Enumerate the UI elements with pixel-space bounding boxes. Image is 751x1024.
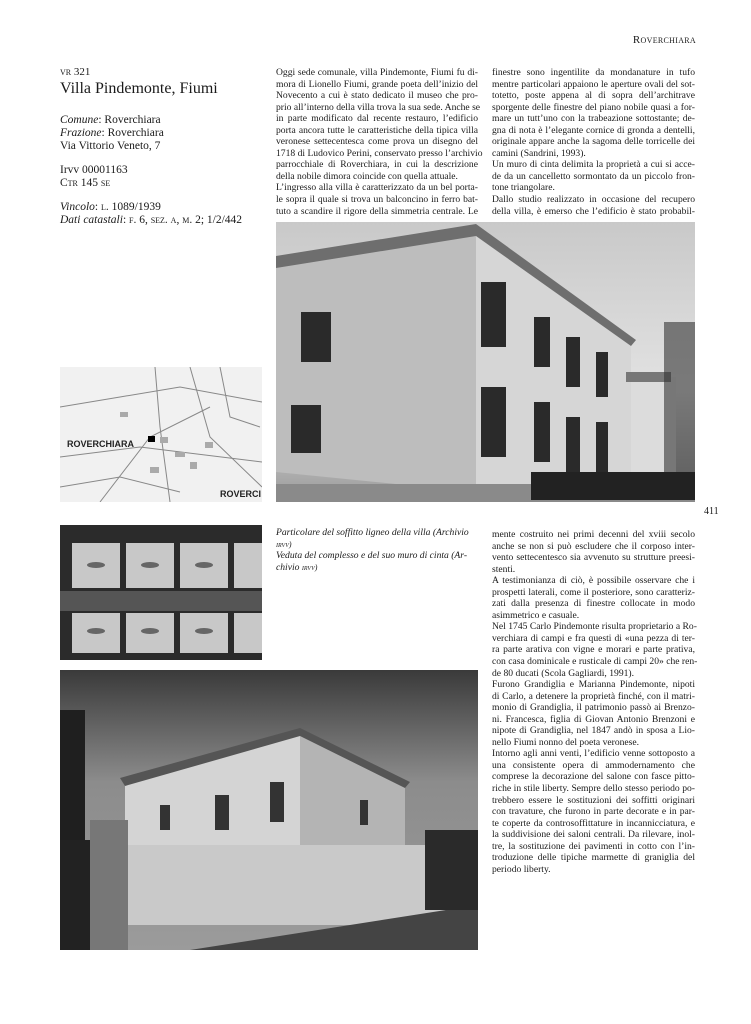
text-column-right-bottom (492, 529, 698, 875)
villa-complex-drawing (60, 670, 478, 950)
comune-label: Comune (60, 114, 99, 126)
irvv-code: Irvv 00001163 (60, 164, 128, 176)
text-line: 1718 di Ludovico Perini, conservato presso l’archivio (276, 147, 483, 159)
text-line: originale appare anche la sagoma delle torricelle dei (492, 136, 695, 148)
text-line: con travature, che furono in parte decorate e in par- (492, 806, 695, 818)
text-line: A testimonianza di ciò, è possibile osservare che i (492, 575, 695, 587)
caption-complex (276, 550, 482, 573)
text-line: asimmetrico e casuale. (492, 609, 580, 621)
text-line: Intorno agli anni venti, l’edificio venne sottoposto a (492, 748, 695, 760)
map-drawing (60, 367, 262, 502)
text-line: ra parte arativa con vigne e morari e parte prativa, (492, 644, 695, 656)
catasto-value: : f. 6, sez. a, m. 2; 1/2/442 (122, 214, 243, 226)
text-line: veronese settecentesca come prova un disegno del (276, 136, 478, 148)
caption-source: irvv) (301, 562, 318, 572)
text-line: parrocchiale di Roverchiara, in cui la descrizione (276, 159, 478, 171)
page-number: 411 (704, 506, 719, 517)
text-line: vento settecentesco sia avvenuto su strutture preesi- (492, 552, 695, 564)
address: Via Vittorio Veneto, 7 (60, 140, 161, 152)
frazione-value: : Roverchiara (101, 127, 164, 139)
map-label-town: ROVERCHIARA (67, 439, 135, 449)
text-line: mente costruito nei primi decenni del xviii secolo (492, 529, 695, 540)
text-line: Furono Grandiglia e Marianna Pindemonte, nipoti (492, 679, 695, 691)
text-line: porta ancora tutte le caratteristiche della tipica villa (276, 124, 478, 136)
text-line: gna di nota è l’elegante cornice di gronda a dentelli, (492, 124, 695, 136)
text-line: de 80 ducati (Scola Gagliardi, 1991). (492, 667, 634, 679)
text-line: ni. Francesca, figlia di Giovan Antonio Brenzoni e (492, 713, 695, 725)
frazione-label: Frazione (60, 127, 102, 139)
caption-text: Veduta del complesso e del suo muro di cinta (Ar- (276, 550, 468, 561)
text-column-middle (276, 67, 483, 217)
text-line: nello Fiumi nonno del poeta veronese. (492, 736, 640, 748)
text-line: Novecento a cui è stato dedicato il museo che pro- (276, 90, 478, 102)
text-line: mentre particolari appaiono le aperture ovali del sot- (492, 78, 695, 90)
text-line: trebbero essere le sostituzioni dei soffitti originari (492, 794, 695, 806)
text-line: Un muro di cinta delimita la proprietà a cui si acce- (492, 159, 695, 171)
ceiling-drawing (60, 525, 262, 660)
text-line: mare un tutt’uno con la trabeazione sottostante; de- (492, 113, 695, 125)
villa-facade-drawing (276, 222, 695, 502)
legal-block (60, 201, 242, 227)
text-line: zati dalla presenza di finestre collocate in modo (492, 598, 695, 610)
ctr-code: Ctr 145 se (60, 177, 111, 189)
text-line: riche in stile liberty. Sempre dello stesso periodo po- (492, 783, 695, 795)
text-line: prio all’interno della villa trova la sua sede. Anche se (276, 101, 481, 113)
text-line: te coperte da controsoffittature in incannicciatura, e (492, 817, 695, 829)
text-line: della nobile dimora coincide con quella attuale. (276, 170, 458, 182)
text-line: monio di Grandiglia, il patrimonio passò ai Brenzo- (492, 702, 695, 714)
text-line: con casa dominicale e rusticale di campi 20» che ren- (492, 656, 698, 668)
id-block (60, 164, 128, 190)
text-line: tuto a scandire il rigore della simmetria centrale. Le (276, 205, 478, 217)
text-line: di Carlo, a detenere la proprietà finché, con il matri- (492, 690, 695, 702)
comune-line (60, 114, 164, 127)
map-label-town-2: ROVERCI (220, 489, 262, 499)
text-line: prospetti laterali, come il posteriore, sono caratteriz- (492, 586, 695, 598)
text-line: camini (Sandrini, 1993). (492, 147, 586, 159)
text-column-right-top (492, 67, 695, 217)
caption-ceiling (276, 527, 482, 550)
caption-text: Particolare del soffitto ligneo della villa (Archivio (276, 527, 469, 538)
vincolo-value: : l. 1089/1939 (94, 201, 161, 213)
captions (276, 527, 482, 573)
text-line: Oggi sede comunale, villa Pindemonte, Fiumi fu di- (276, 67, 478, 78)
catasto-label: Dati catastali (60, 214, 123, 226)
text-line: stenti. (492, 563, 516, 575)
running-head: Roverchiara (632, 34, 696, 46)
text-line: tone triangolare. (492, 182, 555, 194)
text-line: troduzione delle tipiche marmette di graniglia del (492, 852, 695, 864)
ceiling-photo (60, 525, 262, 660)
text-line: periodo liberty. (492, 863, 551, 875)
text-line: una consistente opera di ammodernamento che (492, 759, 695, 771)
vincolo-line (60, 201, 242, 214)
text-line: della villa, è emerso che l’edificio è stato probabil- (492, 205, 695, 217)
caption-text-cont: chivio (276, 561, 302, 573)
text-line: la suddivisione dei saloni centrali. Da rilevare, inol- (492, 829, 695, 841)
vincolo-label: Vincolo (60, 201, 95, 213)
text-line: Dallo studio realizzato in occasione del recupero (492, 194, 695, 206)
caption-source: irvv) (276, 539, 292, 549)
location-block (60, 114, 164, 153)
text-line: verchiara di campi e fra questi di «una pezza di ter- (492, 632, 695, 644)
catasto-line (60, 214, 242, 227)
text-line: finestre sono ingentilite da mondanature in tufo (492, 67, 695, 78)
entry-title: Villa Pindemonte, Fiumi (60, 80, 218, 97)
text-line: sporgente delle finestre del piano nobile quasi a for- (492, 101, 695, 113)
text-line: totetto, poste appena al di sopra dell’architrave (492, 90, 695, 102)
text-line: Nel 1745 Carlo Pindemonte risulta proprietario a Ro- (492, 621, 697, 633)
frazione-line (60, 127, 164, 140)
entry-code: vr 321 (60, 66, 91, 78)
text-line: L’ingresso alla villa è caratterizzato da un bel porta- (276, 182, 478, 194)
text-line: de da un cancelletto sormontato da un piccolo fron- (492, 170, 695, 182)
text-line: anche se non si può escludere che il corposo inter- (492, 540, 695, 552)
villa-facade-photo (276, 222, 695, 502)
text-line: tre, la sostituzione dei pavimenti in cotto con l’in- (492, 840, 695, 852)
text-line: mora di Lionello Fiumi, grande poeta dell’inizio del (276, 78, 478, 90)
comune-value: : Roverchiara (98, 114, 161, 126)
text-line: comprese la decorazione del salone con fasce pitto- (492, 771, 695, 783)
text-line: le sopra il quale si trova un balconcino in ferro bat- (276, 194, 478, 206)
text-line: in parte modificato dal recente restauro, l’edificio (276, 113, 478, 125)
villa-complex-photo (60, 670, 478, 950)
location-map (60, 367, 262, 502)
text-line: nipote di Grandiglia, nel 1847 andò in sposa a Lio- (492, 725, 695, 737)
